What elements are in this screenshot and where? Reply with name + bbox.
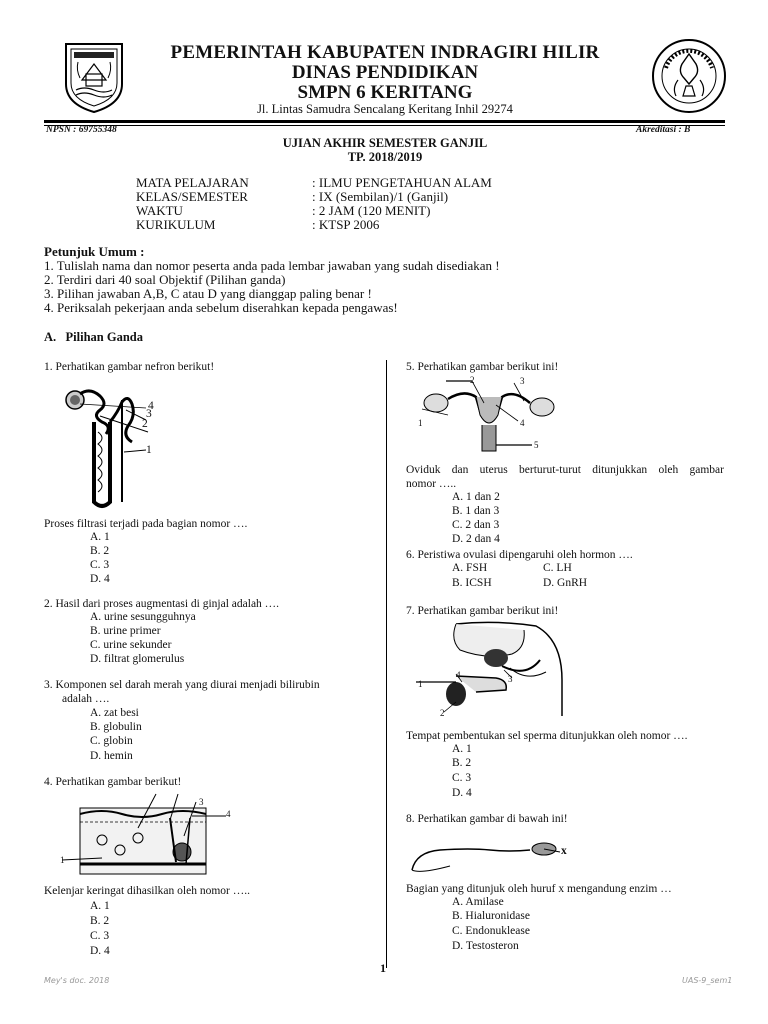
q7-prompt: Tempat pembentukan sel sperma ditunjukkan oleh nomor …. [406, 730, 688, 742]
skin-diagram [62, 792, 238, 878]
q3-option-c[interactable]: C. globin [90, 735, 133, 747]
q7-stem: 7. Perhatikan gambar berikut ini! [406, 605, 559, 617]
q4-option-c[interactable]: C. 3 [90, 930, 110, 942]
q4-stem: 4. Perhatikan gambar berikut! [44, 776, 182, 788]
q3-stem: 3. Komponen sel darah merah yang diurai menjadi bilirubin [44, 679, 320, 691]
q8-option-b[interactable]: B. Hialuronidase [452, 910, 530, 922]
q8-prompt: Bagian yang ditunjuk oleh huruf x mengandung enzim … [406, 883, 672, 895]
q2-option-d[interactable]: D. filtrat glomerulus [90, 653, 185, 665]
q6-option-d[interactable]: D. GnRH [543, 577, 588, 589]
q2-option-b[interactable]: B. urine primer [90, 625, 161, 637]
q4-diagram-label: 4 [226, 809, 231, 819]
q7-option-d[interactable]: D. 4 [452, 787, 472, 799]
q7-option-b[interactable]: B. 2 [452, 757, 472, 769]
info-label-class: KELAS/SEMESTER [136, 189, 248, 204]
q8-option-d[interactable]: D. Testosteron [452, 940, 519, 952]
header-rule-thin [44, 125, 725, 126]
q1-diagram-label: 1 [146, 444, 152, 456]
column-divider [386, 360, 387, 968]
q1-stem: 1. Perhatikan gambar nefron berikut! [44, 361, 215, 373]
q5-stem: 5. Perhatikan gambar berikut ini! [406, 361, 559, 373]
q5-prompt: Oviduk dan uterus berturut-turut ditunjukkan oleh gambar [406, 464, 724, 476]
npsn-label: NPSN : 69755348 [46, 125, 117, 135]
info-label-curriculum: KURIKULUM [136, 217, 216, 232]
q2-stem: 2. Hasil dari proses augmentasi di ginjal adalah …. [44, 598, 280, 610]
female-reproductive-diagram [414, 375, 564, 455]
q7-diagram-label: 4 [456, 670, 461, 680]
q5-option-a[interactable]: A. 1 dan 2 [452, 491, 500, 503]
sperm-cell-diagram [410, 830, 570, 878]
q2-option-c[interactable]: C. urine sekunder [90, 639, 172, 651]
q6-option-b[interactable]: B. ICSH [452, 577, 492, 589]
regency-logo [62, 40, 126, 114]
q4-diagram-label: 3 [199, 797, 204, 807]
q6-option-c[interactable]: C. LH [543, 562, 572, 574]
q5-diagram-label: 4 [520, 418, 525, 428]
q1-diagram-label: 3 [146, 408, 152, 420]
info-value-time: : 2 JAM (120 MENIT) [312, 203, 431, 218]
q5-option-c[interactable]: C. 2 dan 3 [452, 519, 500, 531]
q1-diagram-label: 2 [142, 418, 148, 430]
q4-diagram-label: 1 [60, 855, 65, 865]
exam-year: TP. 2018/2019 [347, 150, 423, 164]
male-reproductive-diagram [416, 620, 566, 720]
q5-option-b[interactable]: B. 1 dan 3 [452, 505, 500, 517]
instruction-item: 3. Pilihan jawaban A,B, C atau D yang dianggap paling benar ! [44, 286, 372, 301]
q8-option-c[interactable]: C. Endonuklease [452, 925, 530, 937]
q8-diagram-label: x [561, 845, 567, 857]
header-government: PEMERINTAH KABUPATEN INDRAGIRI HILIR [170, 42, 600, 63]
q1-option-b[interactable]: B. 2 [90, 545, 110, 557]
info-label-subject: MATA PELAJARAN [136, 175, 249, 190]
header-address: Jl. Lintas Samudra Sencalang Keritang Inhil 29274 [257, 102, 513, 116]
info-value-class: : IX (Sembilan)/1 (Ganjil) [312, 189, 449, 204]
accreditation-label: Akreditasi : B [636, 125, 691, 135]
q4-option-a[interactable]: A. 1 [90, 900, 110, 912]
info-value-subject: : ILMU PENGETAHUAN ALAM [312, 175, 492, 190]
instructions-heading: Petunjuk Umum : [44, 244, 145, 259]
q7-diagram-label: 2 [440, 708, 445, 718]
q6-option-a[interactable]: A. FSH [452, 562, 488, 574]
q3-option-d[interactable]: D. hemin [90, 750, 133, 762]
q4-option-d[interactable]: D. 4 [90, 945, 110, 957]
q1-prompt: Proses filtrasi terjadi pada bagian nomor …. [44, 518, 248, 530]
q7-option-a[interactable]: A. 1 [452, 743, 472, 755]
header-department: DINAS PENDIDIKAN [291, 62, 479, 83]
header-school: SMPN 6 KERITANG [297, 82, 473, 103]
q7-diagram-label: 1 [418, 679, 423, 689]
q3-option-b[interactable]: B. globulin [90, 721, 142, 733]
q3-option-a[interactable]: A. zat besi [90, 707, 139, 719]
q1-option-d[interactable]: D. 4 [90, 573, 110, 585]
q1-diagram-label: 4 [148, 400, 154, 412]
section-letter: A. [44, 330, 57, 344]
q5-option-d[interactable]: D. 2 dan 4 [452, 533, 500, 545]
q5-diagram-label: 3 [520, 376, 525, 386]
info-label-time: WAKTU [136, 203, 183, 218]
q6-stem: 6. Peristiwa ovulasi dipengaruhi oleh hormon …. [406, 549, 633, 561]
q4-prompt: Kelenjar keringat dihasilkan oleh nomor ….. [44, 885, 250, 897]
q5-diagram-label: 2 [470, 375, 475, 385]
q5-prompt-cont: nomor ….. [406, 478, 457, 490]
q1-option-c[interactable]: C. 3 [90, 559, 110, 571]
q1-option-a[interactable]: A. 1 [90, 531, 110, 543]
instruction-item: 4. Periksalah pekerjaan anda sebelum diserahkan kepada pengawas! [44, 300, 398, 315]
page-number: 1 [380, 961, 386, 975]
q7-option-c[interactable]: C. 3 [452, 772, 472, 784]
exam-title: UJIAN AKHIR SEMESTER GANJIL [282, 136, 488, 150]
q5-diagram-label: 1 [418, 418, 423, 428]
section-heading [44, 330, 143, 345]
instruction-item: 1. Tulislah nama dan nomor peserta anda pada lembar jawaban yang sudah disediakan ! [44, 258, 500, 273]
q2-option-a[interactable]: A. urine sesungguhnya [90, 611, 196, 623]
section-title: Pilihan Ganda [65, 330, 143, 344]
q3-stem-cont: adalah …. [62, 693, 110, 705]
info-value-curriculum: : KTSP 2006 [312, 217, 380, 232]
q8-stem: 8. Perhatikan gambar di bawah ini! [406, 813, 568, 825]
header-rule-thick [44, 120, 725, 123]
nephron-diagram [60, 382, 160, 512]
instruction-item: 2. Terdiri dari 40 soal Objektif (Pilihan ganda) [44, 272, 286, 287]
q8-option-a[interactable]: A. Amilase [452, 896, 504, 908]
tut-wuri-handayani-logo [650, 38, 728, 114]
footer-exam-code: UAS-9_sem1 [682, 976, 733, 985]
q7-diagram-label: 3 [508, 674, 513, 684]
q5-diagram-label: 5 [534, 440, 539, 450]
footer-doc-label: Mey's doc. 2018 [44, 976, 110, 985]
q4-option-b[interactable]: B. 2 [90, 915, 110, 927]
